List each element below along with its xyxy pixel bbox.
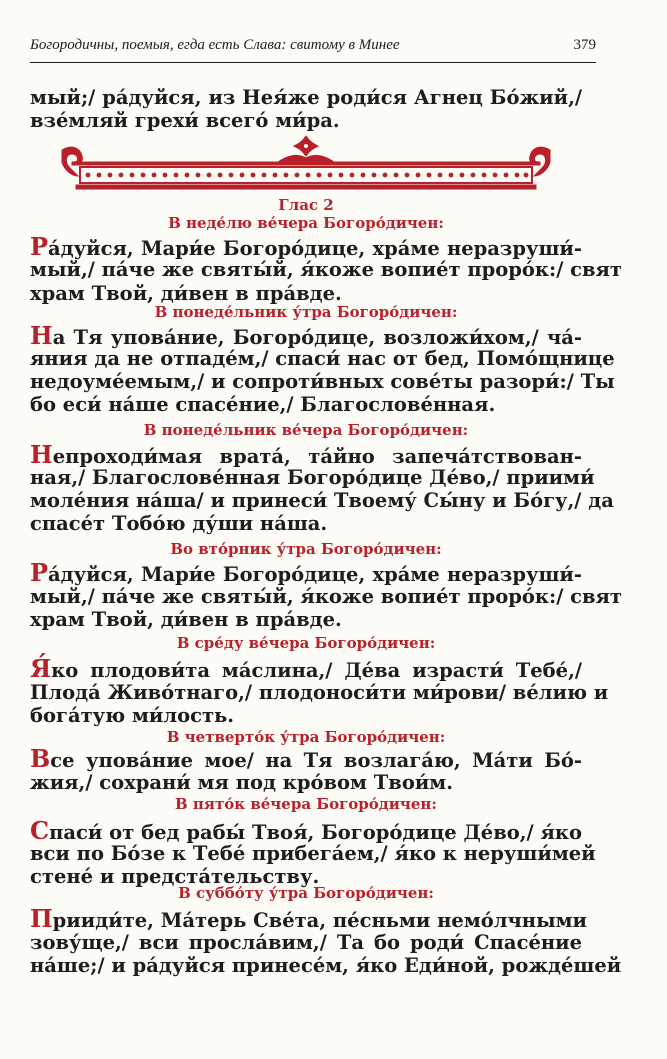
page-number: 379	[573, 37, 596, 53]
text-line: храм Твой, ди́вен в пра́вде.	[30, 608, 342, 631]
drop-initial: Н	[30, 321, 53, 350]
text-line: вси по Бо́зе к Тебе́ прибега́ем,/ я́ко к неруши́мей	[30, 842, 596, 865]
text-line: взе́мляй грехи́ всего́ ми́ра.	[30, 109, 340, 132]
drop-initial: Р	[30, 558, 49, 587]
text-line: На Тя упова́ние, Богоро́дице, возложи́хом,/ ча́-	[30, 321, 582, 350]
section-heading: В четверто́к у́тра Богоро́дичен:	[166, 728, 446, 746]
text-line: Я́ко плодови́та ма́слина,/ Де́ва израсти́ Тебе́,/	[30, 654, 582, 683]
text-line: Спаси́ от бед рабы́ Твоя́, Богоро́дице Де́во,/ я́ко	[30, 816, 582, 845]
headpiece-ornament	[58, 132, 554, 194]
section-heading: В понеде́льник у́тра Богоро́дичен:	[154, 303, 458, 321]
drop-initial: П	[30, 904, 53, 933]
text-line: недоуме́емым,/ и сопроти́вных сове́ты разори́:/ Ты	[30, 370, 615, 393]
text-line: яния да не отпаде́м,/ спаси́ нас от бед, Помо́щнице	[30, 347, 615, 370]
text-line: спасе́т Тобо́ю ду́ши на́ша.	[30, 512, 328, 535]
drop-initial: В	[30, 744, 51, 773]
text-line: жия,/ сохрани́ мя под кро́вом Твои́м.	[30, 771, 454, 794]
section-heading: В понеде́льник ве́чера Богоро́дичен:	[143, 421, 469, 439]
text-line: зову́ще,/ вси просла́вим,/ Та бо роди́ Спасе́ние	[30, 931, 582, 954]
section-heading: Во вто́рник у́тра Богоро́дичен:	[170, 540, 442, 558]
text-line: Прииди́те, Ма́терь Све́та, пе́сньми немо́лчными	[30, 904, 588, 933]
drop-initial: Я́	[30, 654, 52, 683]
section-heading: В суббо́ту у́тра Богоро́дичен:	[178, 884, 434, 902]
text-line: ная,/ Благослове́нная Богоро́дице Де́во,/ приими́	[30, 466, 595, 489]
text-line: моле́ния на́ша/ и принеси́ Твоему́ Сы́ну и Бо́гу,/ да	[30, 489, 614, 512]
text-line: мый;/ ра́дуйся, из Нея́же роди́ся Агнец Бо́жий,/	[30, 86, 582, 109]
glas-heading: Глас 2	[278, 196, 334, 214]
drop-initial: Р	[30, 232, 49, 261]
running-head	[30, 37, 596, 57]
text-line: мый,/ па́че же святы́й, я́коже вопие́т проро́к:/ свят	[30, 258, 623, 281]
text-line: Плода́ Живо́тнаго,/ плодоноси́ти ми́рови/ ве́лию и	[30, 681, 609, 704]
text-line: Ра́дуйся, Мари́е Богоро́дице, хра́ме неразруши́-	[30, 558, 582, 587]
header-rule	[30, 62, 596, 63]
drop-initial: С	[30, 816, 50, 845]
section-heading: В сре́ду ве́чера Богоро́дичен:	[176, 634, 436, 652]
section-heading: В неде́лю ве́чера Богоро́дичен:	[168, 214, 444, 232]
text-line: Ра́дуйся, Мари́е Богоро́дице, хра́ме неразруши́-	[30, 232, 582, 261]
text-line: бо еси́ на́ше спасе́ние,/ Благослове́нная.	[30, 393, 496, 416]
text-line: бога́тую ми́лость.	[30, 704, 235, 727]
text-line: храм Твой, ди́вен в пра́вде.	[30, 282, 342, 305]
drop-initial: Н	[30, 440, 53, 469]
running-title: Богородичны, поемыя, егда есть Слава: свитому в Минее	[30, 37, 400, 53]
section-heading: В пято́к ве́чера Богоро́дичен:	[175, 795, 437, 813]
text-line: на́ше;/ и ра́дуйся принесе́м, я́ко Еди́ной, рожде́шей	[30, 954, 622, 977]
text-line: стене́ и предста́тельству.	[30, 865, 320, 888]
text-line: Непроходи́мая врата́, та́йно запеча́тствован-	[30, 440, 582, 469]
text-line: Все упова́ние мое/ на Тя возлага́ю, Ма́ти Бо́-	[30, 744, 582, 773]
text-line: мый,/ па́че же святы́й, я́коже вопие́т проро́к:/ свят	[30, 585, 623, 608]
